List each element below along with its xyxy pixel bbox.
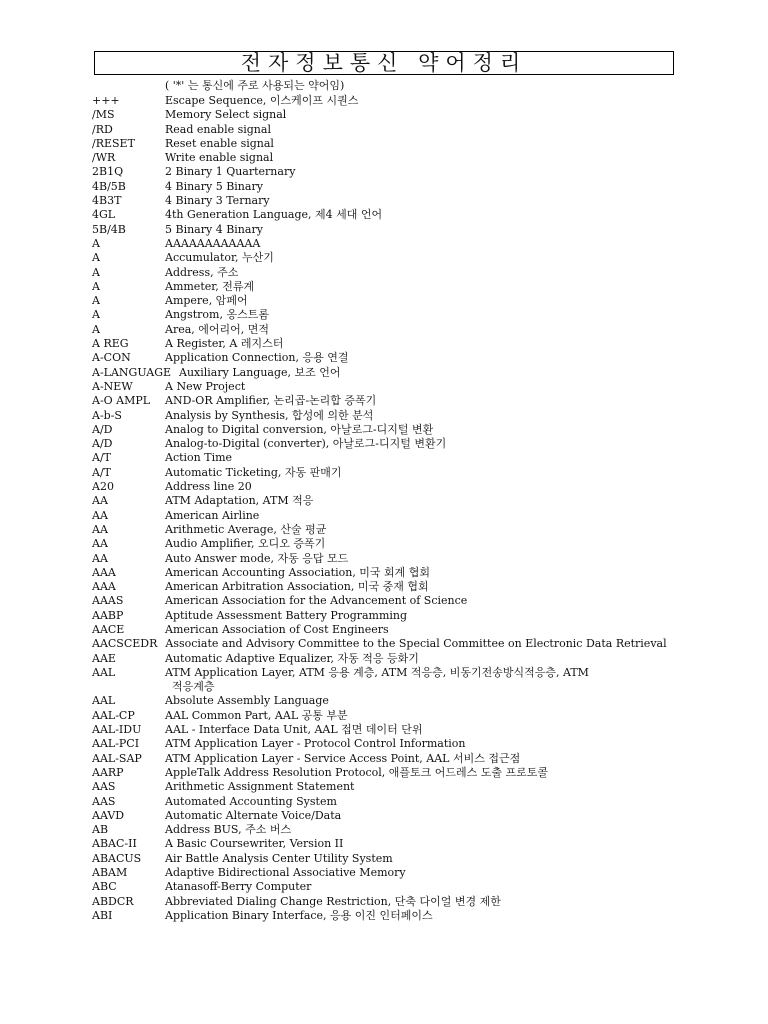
entry-abbreviation: A-LANGUAGE — [92, 365, 172, 379]
glossary-entry — [92, 208, 682, 222]
entry-abbreviation: AA — [92, 537, 108, 551]
glossary-entry — [92, 723, 682, 737]
entry-abbreviation: A — [92, 251, 100, 265]
glossary-entry — [92, 809, 682, 823]
glossary-entry — [92, 180, 682, 194]
entry-definition: Absolute Assembly Language — [165, 694, 329, 708]
glossary-entry — [92, 837, 682, 851]
entry-definition: Application Binary Interface, 응용 이진 인터페이스 — [165, 908, 433, 922]
glossary-entry — [92, 709, 682, 723]
entry-abbreviation: ABI — [92, 908, 113, 922]
entry-abbreviation: 4B3T — [92, 194, 122, 208]
title-box — [94, 51, 674, 75]
glossary-entry — [92, 366, 682, 380]
entry-abbreviation: 4B/5B — [92, 179, 126, 193]
entry-abbreviation: AA — [92, 551, 108, 565]
entry-definition: A Basic Coursewriter, Version II — [165, 837, 344, 851]
entry-abbreviation: ABAM — [92, 866, 128, 880]
glossary-entry — [92, 594, 682, 608]
glossary-entry — [92, 494, 682, 508]
entry-abbreviation: A-O AMPL — [92, 394, 151, 408]
glossary-entry — [92, 623, 682, 637]
entry-definition: ATM Application Layer, ATM 응용 계층, ATM 적응층, 비동기전송방식적응층, ATM 적응계층 — [165, 665, 589, 694]
glossary-entry — [92, 795, 682, 809]
entry-abbreviation: A/D — [92, 437, 113, 451]
glossary-entry — [92, 151, 682, 165]
entry-abbreviation: AAL — [92, 694, 116, 708]
entry-definition: AAL - Interface Data Unit, AAL 접면 데이터 단위 — [165, 723, 423, 737]
entry-definition: Write enable signal — [165, 151, 274, 165]
glossary-entry — [92, 537, 682, 551]
glossary-entry — [92, 308, 682, 322]
entry-abbreviation: AAL-IDU — [92, 723, 142, 737]
glossary-entry — [92, 480, 682, 494]
glossary-entry — [92, 580, 682, 594]
entry-definition: ATM Application Layer - Service Access Point, AAL 서비스 접근점 — [165, 751, 521, 765]
entry-definition: Automatic Alternate Voice/Data — [165, 808, 342, 822]
glossary-entry — [92, 552, 682, 566]
glossary-entry — [92, 266, 682, 280]
entry-definition: Arithmetic Assignment Statement — [165, 780, 355, 794]
entry-abbreviation: 5B/4B — [92, 222, 126, 236]
entry-definition: Automated Accounting System — [165, 794, 337, 808]
entry-definition: Aptitude Assessment Battery Programming — [165, 608, 408, 622]
entry-definition: Area, 에어리어, 면적 — [165, 322, 270, 336]
entry-definition: American Accounting Association, 미국 회계 협회 — [165, 565, 431, 579]
glossary-entry — [92, 566, 682, 580]
glossary-entry — [92, 823, 682, 837]
entry-definition: AAL Common Part, AAL 공통 부분 — [165, 708, 348, 722]
entry-abbreviation: A — [92, 265, 100, 279]
entry-abbreviation: ABAC-II — [92, 837, 137, 851]
entry-definition: Address BUS, 주소 버스 — [165, 823, 292, 837]
glossary-entry — [92, 94, 682, 108]
entry-abbreviation: A-CON — [92, 351, 131, 365]
glossary-entry — [92, 523, 682, 537]
glossary-entry — [92, 666, 682, 695]
entry-definition: Arithmetic Average, 산술 평균 — [165, 522, 327, 536]
entry-abbreviation: AAL — [92, 665, 116, 679]
glossary-entry — [92, 194, 682, 208]
glossary-entry — [92, 380, 682, 394]
entry-definition: Address line 20 — [165, 480, 252, 494]
glossary-entry — [92, 766, 682, 780]
entry-definition: ATM Adaptation, ATM 적응 — [165, 494, 314, 508]
entry-abbreviation: AAL-SAP — [92, 751, 142, 765]
entry-abbreviation: AARP — [92, 765, 124, 779]
entry-abbreviation: /RD — [92, 122, 113, 136]
glossary-entry — [92, 694, 682, 708]
entry-definition: Ampere, 암페어 — [165, 294, 248, 308]
entry-definition: American Association for the Advancement of Science — [165, 594, 468, 608]
entry-definition: Angstrom, 옹스트롬 — [165, 308, 269, 322]
glossary-entry — [92, 394, 682, 408]
entry-definition: Accumulator, 누산기 — [165, 251, 274, 265]
entry-definition: 2 Binary 1 Quarternary — [165, 165, 296, 179]
entry-abbreviation: A — [92, 279, 100, 293]
glossary-entry — [92, 866, 682, 880]
entry-definition: Escape Sequence, 이스케이프 시퀀스 — [165, 94, 359, 107]
entry-abbreviation: AACE — [92, 622, 125, 636]
glossary-entry — [92, 351, 682, 365]
entry-definition: ATM Application Layer - Protocol Control Information — [165, 737, 466, 751]
entry-definition: Application Connection, 응용 연결 — [165, 351, 349, 365]
glossary-entry — [92, 294, 682, 308]
entry-definition: 4 Binary 5 Binary — [165, 179, 263, 193]
entry-definition: A Register, A 레지스터 — [165, 337, 284, 351]
entry-abbreviation: A — [92, 236, 100, 250]
glossary-entry — [92, 280, 682, 294]
entry-definition: Adaptive Bidirectional Associative Memory — [165, 866, 406, 880]
entry-abbreviation: AABP — [92, 608, 124, 622]
glossary-entry — [92, 909, 682, 923]
glossary-entry — [92, 323, 682, 337]
glossary-entry — [92, 895, 682, 909]
entry-definition: Reset enable signal — [165, 136, 274, 150]
glossary-entry — [92, 123, 682, 137]
entry-abbreviation: A — [92, 294, 100, 308]
entry-abbreviation: A/T — [92, 451, 111, 465]
entry-abbreviation: /MS — [92, 108, 115, 122]
entry-definition: Auto Answer mode, 자동 응답 모드 — [165, 551, 349, 565]
entry-definition: Action Time — [165, 451, 233, 465]
glossary-list — [92, 94, 682, 923]
entry-definition: AND-OR Amplifier, 논리곱-논리합 증폭기 — [165, 394, 377, 408]
entry-definition: 5 Binary 4 Binary — [165, 222, 263, 236]
glossary-entry — [92, 852, 682, 866]
entry-definition: Automatic Ticketing, 자동 판매기 — [165, 465, 342, 479]
entry-abbreviation: AB — [92, 823, 109, 837]
entry-definition: Ammeter, 전류계 — [165, 279, 255, 293]
entry-definition: Analysis by Synthesis, 합성에 의한 분석 — [165, 408, 374, 422]
entry-abbreviation: AA — [92, 508, 108, 522]
page-title: 전자정보통신 약어정리 — [240, 51, 528, 75]
glossary-entry — [92, 108, 682, 122]
entry-definition: A New Project — [165, 379, 246, 393]
entry-abbreviation: AAL-CP — [92, 708, 135, 722]
entry-definition: Read enable signal — [165, 122, 271, 136]
entry-abbreviation: AACSCEDR — [92, 637, 158, 651]
entry-abbreviation: AAS — [92, 780, 116, 794]
entry-definition: Automatic Adaptive Equalizer, 자동 적응 등화기 — [165, 651, 419, 665]
entry-abbreviation: ABACUS — [92, 851, 142, 865]
glossary-entry — [92, 509, 682, 523]
glossary-entry — [92, 752, 682, 766]
glossary-entry — [92, 423, 682, 437]
entry-abbreviation: A REG — [92, 337, 129, 351]
entry-abbreviation: /WR — [92, 151, 116, 165]
glossary-entry — [92, 237, 682, 251]
entry-definition: AppleTalk Address Resolution Protocol, 애플토크 어드레스 도출 프로토콜 — [165, 765, 549, 779]
glossary-entry — [92, 609, 682, 623]
entry-abbreviation: ABDCR — [92, 894, 134, 908]
glossary-entry — [92, 137, 682, 151]
entry-abbreviation: A20 — [92, 480, 114, 494]
entry-abbreviation: 4GL — [92, 208, 116, 222]
glossary-entry — [92, 437, 682, 451]
entry-definition: American Arbitration Association, 미국 중재 협회 — [165, 580, 429, 594]
entry-abbreviation: /RESET — [92, 136, 135, 150]
entry-abbreviation: A/D — [92, 422, 113, 436]
page-subtitle: ( '*' 는 통신에 주로 사용되는 약어임) — [165, 79, 345, 92]
entry-definition: American Association of Cost Engineers — [165, 622, 389, 636]
entry-abbreviation: ABC — [92, 880, 117, 894]
entry-definition: Audio Amplifier, 오디오 증폭기 — [165, 537, 326, 551]
entry-definition: American Airline — [165, 508, 260, 522]
entry-abbreviation: A/T — [92, 465, 111, 479]
entry-definition: Abbreviated Dialing Change Restriction, 단축 다이얼 변경 제한 — [165, 894, 501, 908]
glossary-entry — [92, 466, 682, 480]
entry-abbreviation: AAVD — [92, 808, 125, 822]
entry-definition: Analog to Digital conversion, 아날로그-디지털 변환 — [165, 422, 434, 436]
glossary-entry — [92, 652, 682, 666]
entry-abbreviation: A — [92, 308, 100, 322]
entry-abbreviation: +++ — [92, 94, 120, 107]
glossary-entry — [92, 637, 682, 651]
entry-definition: Atanasoff-Berry Computer — [165, 880, 312, 894]
entry-abbreviation: AA — [92, 522, 108, 536]
entry-definition: Memory Select signal — [165, 108, 287, 122]
glossary-entry — [92, 337, 682, 351]
entry-abbreviation: AA — [92, 494, 108, 508]
entry-abbreviation: AAE — [92, 651, 116, 665]
entry-definition: AAAAAAAAAAAA — [165, 236, 261, 250]
glossary-entry — [92, 451, 682, 465]
entry-abbreviation: A — [92, 322, 100, 336]
entry-definition: Address, 주소 — [165, 265, 239, 279]
glossary-entry — [92, 737, 682, 751]
entry-definition: 4 Binary 3 Ternary — [165, 194, 270, 208]
entry-definition: 4th Generation Language, 제4 세대 언어 — [165, 208, 383, 222]
entry-abbreviation: 2B1Q — [92, 165, 124, 179]
glossary-entry — [92, 223, 682, 237]
entry-abbreviation: AAAS — [92, 594, 124, 608]
entry-abbreviation: AAA — [92, 580, 116, 594]
glossary-entry — [92, 880, 682, 894]
glossary-entry — [92, 409, 682, 423]
entry-abbreviation: AAA — [92, 565, 116, 579]
glossary-entry — [92, 780, 682, 794]
glossary-entry — [92, 165, 682, 179]
entry-definition: Associate and Advisory Committee to the Special Committee on Electronic Data Retrieval — [165, 637, 667, 651]
entry-abbreviation: A-NEW — [92, 379, 133, 393]
entry-definition: Auxiliary Language, 보조 언어 — [179, 365, 341, 379]
entry-definition: Analog-to-Digital (converter), 아날로그-디지털 변환기 — [165, 437, 447, 451]
glossary-entry — [92, 251, 682, 265]
entry-abbreviation: AAS — [92, 794, 116, 808]
entry-abbreviation: A-b-S — [92, 408, 122, 422]
entry-abbreviation: AAL-PCI — [92, 737, 140, 751]
entry-definition: Air Battle Analysis Center Utility System — [165, 851, 393, 865]
